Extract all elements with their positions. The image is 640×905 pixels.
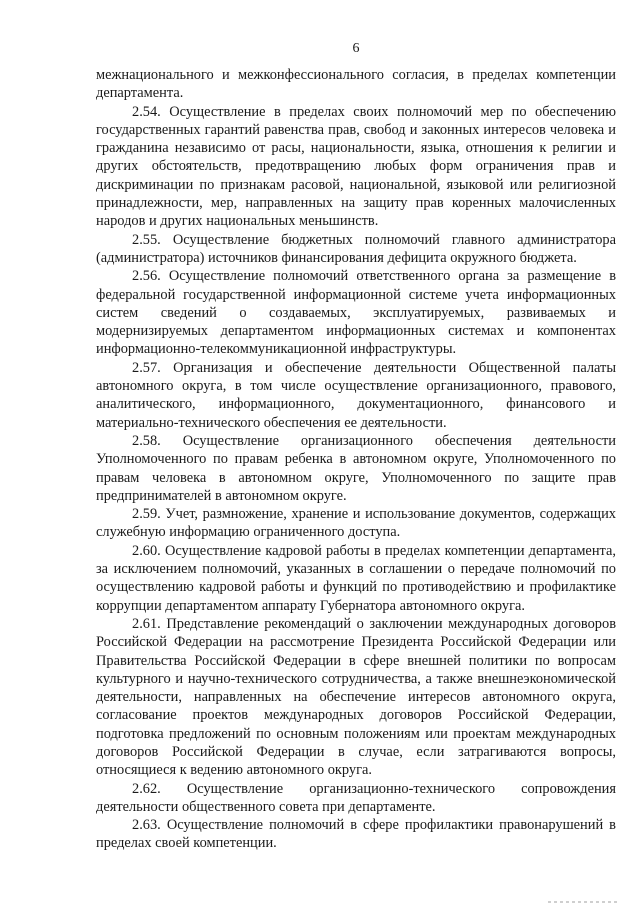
- paragraph-text: межнационального и межконфессионального согласия, в пределах компетенции департамента.: [96, 67, 616, 102]
- paragraph-text: Представление рекомендаций о заключении международных договоров Российской Федерации на рассмотрение Президента Российской Федерации или Правительства Российской Федерации в сфере внешней политики по вопросам культурного и научно-технического сотрудничества, а также внешнеэкономической деятельности, направленных на обеспечение интересов автономного округа, согласование проектов международных договоров Российской Федерации, подготовка предложений по основным положениям или проектам международных договоров Российской Федерации в случае, если затрагиваются вопросы, относящиеся к ведению автономного округа.: [96, 615, 616, 779]
- paragraph-number: 2.57.: [132, 359, 161, 376]
- paragraph-number: 2.61.: [132, 615, 161, 632]
- paragraph-number: 2.54.: [132, 103, 161, 120]
- paragraph-2-54: [96, 103, 616, 231]
- paragraph-text: Учет, размножение, хранение и использование документов, содержащих служебную информацию ограниченного доступа.: [96, 506, 616, 541]
- paragraph-number: 2.60.: [132, 542, 161, 559]
- paragraph-2-56: [96, 267, 616, 358]
- paragraph-text: Осуществление кадровой работы в пределах компетенции департамента, за исключением полномочий, указанных в соглашении о передаче полномочий по осуществлению кадровой работы и функций по противодействию и профилактике коррупции департаментом аппарату Губернатора автономного округа.: [96, 542, 616, 614]
- paragraph-number: 2.55.: [132, 231, 161, 248]
- paragraph-2-62: [96, 780, 616, 817]
- paragraph-number: 2.58.: [132, 432, 161, 449]
- paragraph-2-61: [96, 615, 616, 780]
- paragraph-2-63: [96, 816, 616, 853]
- paragraph-2-58: [96, 432, 616, 505]
- paragraph-2-55: [96, 231, 616, 268]
- scan-edge-mark: [548, 901, 618, 903]
- paragraph-number: 2.62.: [132, 780, 161, 797]
- paragraph-continuation: [96, 66, 616, 103]
- paragraph-number: 2.56.: [132, 268, 161, 285]
- paragraph-text: Осуществление организационно-технического сопровождения деятельности общественного совета при департаменте.: [96, 780, 616, 815]
- paragraph-text: Осуществление полномочий в сфере профилактики правонарушений в пределах своей компетенции.: [96, 817, 616, 852]
- paragraph-number: 2.59.: [132, 506, 161, 523]
- paragraph-text: Организация и обеспечение деятельности Общественной палаты автономного округа, в том числе осуществление организационного, правового, аналитического, информационного, документационного, финансового и материально-технического обеспечения ее деятельности.: [96, 359, 617, 431]
- paragraph-2-59: [96, 505, 616, 542]
- paragraph-2-57: [96, 359, 616, 432]
- paragraph-text: Осуществление бюджетных полномочий главного администратора (администратора) источников финансирования дефицита окружного бюджета.: [96, 231, 616, 266]
- paragraph-text: Осуществление полномочий ответственного органа за размещение в федеральной государственной информационной системе учета информационных систем сведений о создаваемых, эксплуатируемых, развиваемых и модернизируемых департаментом информационных системах и компонентах информационно-телекоммуникационной инфраструктуры.: [96, 268, 616, 358]
- page-number: 6: [352, 41, 360, 56]
- paragraph-2-60: [96, 542, 616, 615]
- paragraph-text: Осуществление организационного обеспечения деятельности Уполномоченного по правам ребенка в автономном округе, Уполномоченного по правам человека в автономном округе, Уполномоченного по защите прав предпринимателей в автономном округе.: [96, 432, 616, 504]
- paragraph-number: 2.63.: [132, 817, 161, 834]
- paragraph-text: Осуществление в пределах своих полномочий мер по обеспечению государственных гарантий равенства прав, свобод и законных интересов человека и гражданина независимо от расы, национальности, языка, отношения к религии и других обстоятельств, предотвращению любых форм ограничения прав и дискриминации по признакам расовой, национальной, языковой или религиозной принадлежности, мер, направленных на защиту прав коренных малочисленных народов и других национальных меньшинств.: [96, 103, 616, 230]
